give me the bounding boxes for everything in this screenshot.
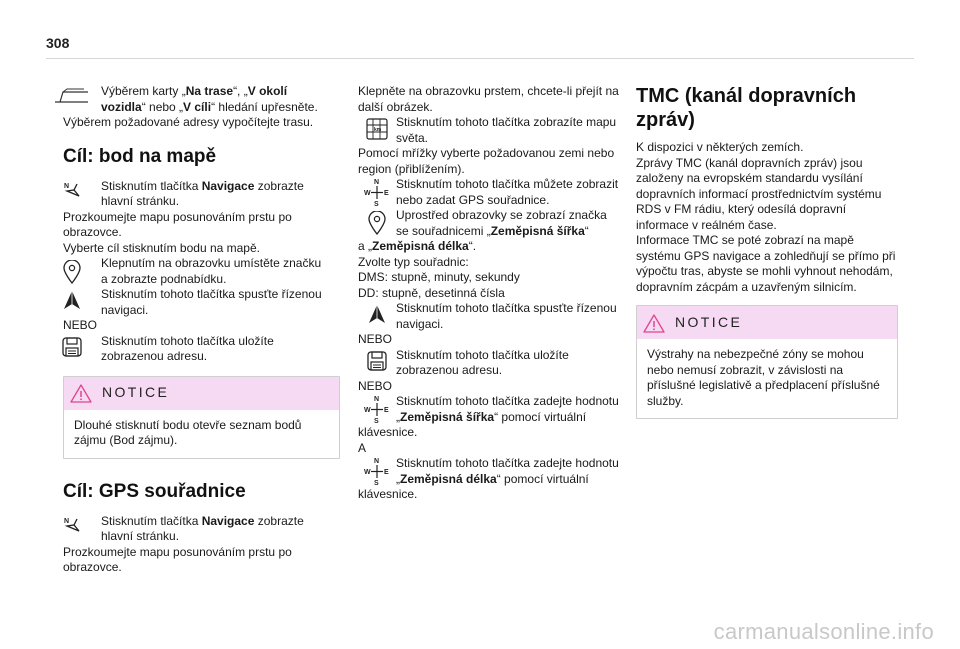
body-text: region (přiblížením).: [358, 161, 465, 176]
compass-icon: [358, 456, 396, 486]
notice-box: [636, 305, 898, 419]
navigation-icon: [43, 179, 101, 199]
notice-text: služby.: [647, 393, 684, 408]
notice-box: [63, 376, 340, 459]
world-instruction: [358, 115, 620, 146]
instruction-text: Stisknutím tohoto tlačítka zadejte hodnotu: [396, 394, 619, 408]
intro-tab-destination: V cíli: [183, 99, 212, 114]
warning-icon: [70, 383, 92, 403]
body-text: K dispozici v některých zemích.: [636, 140, 804, 154]
body-text: založeny na evropském standardu vysílání: [636, 171, 863, 185]
longitude-label: Zeměpisná délka: [400, 471, 497, 486]
instruction-text: Stisknutím tohoto tlačítka spusťte řízenou: [101, 287, 322, 301]
save-instruction: [358, 348, 620, 379]
svg-text:km: km: [374, 127, 382, 133]
instruction-text: navigaci.: [396, 316, 444, 331]
body-text: dopravním zácpám a uzavřeným silnicím.: [636, 279, 857, 294]
body-text: Prozkoumejte mapu posunováním prstu po: [63, 544, 292, 559]
instruction-text: zobrazte: [254, 513, 304, 528]
latitude-label: Zeměpisná šířka: [400, 409, 495, 424]
start-guidance-icon: [358, 301, 396, 324]
gps-instruction: [358, 177, 620, 208]
instruction-text: a zobrazte podnabídku.: [101, 271, 227, 286]
intro-tab-en-route: Na trase: [185, 84, 234, 98]
svg-text:W: W: [364, 407, 371, 414]
intro-text: “, „: [233, 84, 248, 98]
notice-text: příslušné legislativě a předplacení příslušné: [647, 378, 880, 392]
tmc-title-line: zpráv): [636, 109, 695, 131]
watermark: carmanualsonline.info: [713, 618, 934, 644]
intro-block: [43, 84, 340, 115]
instruction-text: hlavní stránku.: [101, 529, 180, 543]
body-text: další obrázek.: [358, 99, 433, 114]
filter-tabs-icon: [43, 84, 101, 104]
go-instruction: [358, 301, 620, 332]
svg-text:N: N: [64, 517, 70, 525]
intro-text: Výběrem požadované adresy vypočítejte trasu.: [63, 115, 314, 129]
notice-text: Výstrahy na nebezpečné zóny se mohou: [647, 347, 864, 361]
notice-title: NOTICE: [675, 313, 743, 330]
svg-text:W: W: [364, 190, 371, 197]
intro-tab-around: V okolí: [247, 84, 288, 98]
instruction-text: Stisknutím tohoto tlačítka můžete zobrazit: [396, 177, 619, 191]
svg-text:S: S: [374, 480, 379, 486]
instruction-text: „: [396, 409, 400, 424]
save-instruction: [43, 334, 340, 365]
instruction-text: Stisknutím tohoto tlačítka uložíte: [101, 333, 274, 348]
section-title-tmc: [636, 84, 898, 132]
intro-text: “ nebo „: [141, 99, 184, 114]
navigation-icon: [43, 514, 101, 534]
body-text: DMS: stupně, minuty, sekundy: [358, 270, 520, 284]
body-text: Informace TMC se poté zobrazí na mapě: [636, 233, 854, 247]
instruction-text: zobrazte: [254, 178, 304, 193]
header-rule: [46, 58, 914, 59]
body-text: Prozkoumejte mapu posunováním prstu po: [63, 209, 292, 224]
svg-text:E: E: [384, 407, 389, 414]
page-number: 308: [46, 35, 70, 51]
svg-text:E: E: [384, 190, 389, 197]
or-text: NEBO: [358, 378, 393, 393]
instruction-text: nebo zadat GPS souřadnice.: [396, 192, 550, 207]
or-text: NEBO: [358, 332, 393, 346]
notice-text: Dlouhé stisknutí bodu otevře seznam bodů: [74, 417, 302, 432]
svg-text:E: E: [384, 469, 389, 476]
instruction-text: Stisknutím tohoto tlačítka spusťte řízenou: [396, 301, 617, 315]
svg-text:W: W: [364, 469, 371, 476]
body-text: “.: [468, 239, 477, 253]
body-text: DD: stupně, desetinná čísla: [358, 285, 505, 300]
instruction-text: zobrazenou adresu.: [396, 363, 503, 377]
column-right: [636, 84, 898, 419]
instruction-text: Stisknutím tohoto tlačítka zadejte hodnotu: [396, 456, 619, 470]
start-guidance-icon: [43, 287, 101, 310]
and-text: A: [358, 440, 367, 455]
section-title-map-point: Cíl: bod na mapě: [63, 145, 217, 167]
navigace-label: Navigace: [201, 513, 255, 528]
instruction-text: Stisknutím tlačítka: [101, 178, 202, 193]
intro-tab-around-2: vozidla: [101, 99, 142, 114]
or-text: NEBO: [63, 318, 98, 332]
nav-instruction: [43, 179, 340, 210]
body-text: a „: [358, 239, 373, 253]
latitude-label: Zeměpisná šířka: [490, 223, 585, 238]
body-text: systému GPS navigace a zohledňují se přímo při: [636, 248, 896, 263]
compass-icon: [358, 177, 396, 207]
pin-instruction: [43, 256, 340, 287]
instruction-text: “ pomocí virtuální: [494, 409, 587, 424]
body-text: výpočtu tras, abyste se mohli vyhnout nehodám,: [636, 264, 893, 278]
tmc-body: [636, 140, 898, 295]
warning-icon: [643, 313, 665, 333]
latitude-instruction: [358, 394, 620, 425]
notice-body: [637, 339, 897, 418]
navigace-label: Navigace: [201, 178, 255, 193]
instruction-text: Uprostřed obrazovky se zobrazí značka: [396, 208, 607, 222]
body-text: Zprávy TMC (kanál dopravních zpráv) jsou: [636, 155, 863, 170]
body-text: Vyberte cíl stisknutím bodu na mapě.: [63, 240, 260, 255]
svg-text:S: S: [374, 418, 379, 424]
body-text: dopravních informací prostřednictvím systému: [636, 186, 882, 201]
compass-icon: [358, 394, 396, 424]
instruction-text: „: [396, 471, 400, 486]
longitude-label: Zeměpisná délka: [372, 239, 469, 253]
instruction-text: Klepnutím na obrazovku umístěte značku: [101, 256, 322, 270]
intro-text: “ hledání upřesněte.: [211, 99, 318, 114]
instruction-text: “ pomocí virtuální: [496, 471, 589, 486]
tmc-title-line: TMC (kanál dopravních: [636, 85, 857, 107]
svg-text:N: N: [374, 396, 380, 403]
notice-text: nebo nemusí zobrazit, v závislosti na: [647, 362, 844, 377]
instruction-text: navigaci.: [101, 302, 149, 317]
body-text: informace v reálném čase.: [636, 217, 777, 232]
instruction-text: Stisknutím tohoto tlačítka uložíte: [396, 347, 569, 362]
instruction-text: se souřadnicemi „: [396, 223, 491, 238]
column-middle: [358, 84, 620, 503]
instruction-text: světa.: [396, 130, 429, 145]
notice-header: [64, 377, 339, 410]
nav-instruction: [43, 514, 340, 545]
svg-text:N: N: [374, 458, 380, 465]
instruction-text: “: [584, 223, 589, 238]
body-text: obrazovce.: [63, 560, 122, 574]
instruction-text: zobrazenou adresu.: [101, 349, 208, 363]
svg-text:N: N: [64, 182, 70, 190]
notice-header: [637, 306, 897, 339]
body-text: Klepněte na obrazovku prstem, chcete-li přejít na: [358, 84, 619, 98]
instruction-text: hlavní stránku.: [101, 194, 180, 208]
svg-text:N: N: [374, 179, 380, 186]
pin-coords-instruction: [358, 208, 620, 239]
map-pin-icon: [43, 256, 101, 284]
svg-text:S: S: [374, 201, 379, 207]
column-left: [63, 84, 340, 576]
body-text: klávesnice.: [358, 487, 418, 501]
body-text: klávesnice.: [358, 425, 418, 439]
notice-title: NOTICE: [102, 384, 170, 401]
notice-text: zájmu (Bod zájmu).: [74, 433, 178, 447]
world-map-icon: [358, 115, 396, 140]
body-text: obrazovce.: [63, 225, 122, 239]
section-title-gps: Cíl: GPS souřadnice: [63, 480, 246, 502]
go-instruction: [43, 287, 340, 318]
map-pin-icon: [358, 208, 396, 235]
notice-body: [64, 410, 339, 458]
longitude-instruction: [358, 456, 620, 487]
instruction-text: Stisknutím tohoto tlačítka zobrazíte mapu: [396, 115, 617, 129]
save-icon: [358, 348, 396, 372]
body-text: RDS v FM rádiu, který odesílá dopravní: [636, 202, 847, 216]
intro-text: Výběrem karty „: [101, 84, 186, 98]
save-icon: [43, 334, 101, 358]
instruction-text: Stisknutím tlačítka: [101, 513, 202, 528]
body-text: Zvolte typ souřadnic:: [358, 254, 469, 269]
body-text: Pomocí mřížky vyberte požadovanou zemi nebo: [358, 146, 615, 160]
